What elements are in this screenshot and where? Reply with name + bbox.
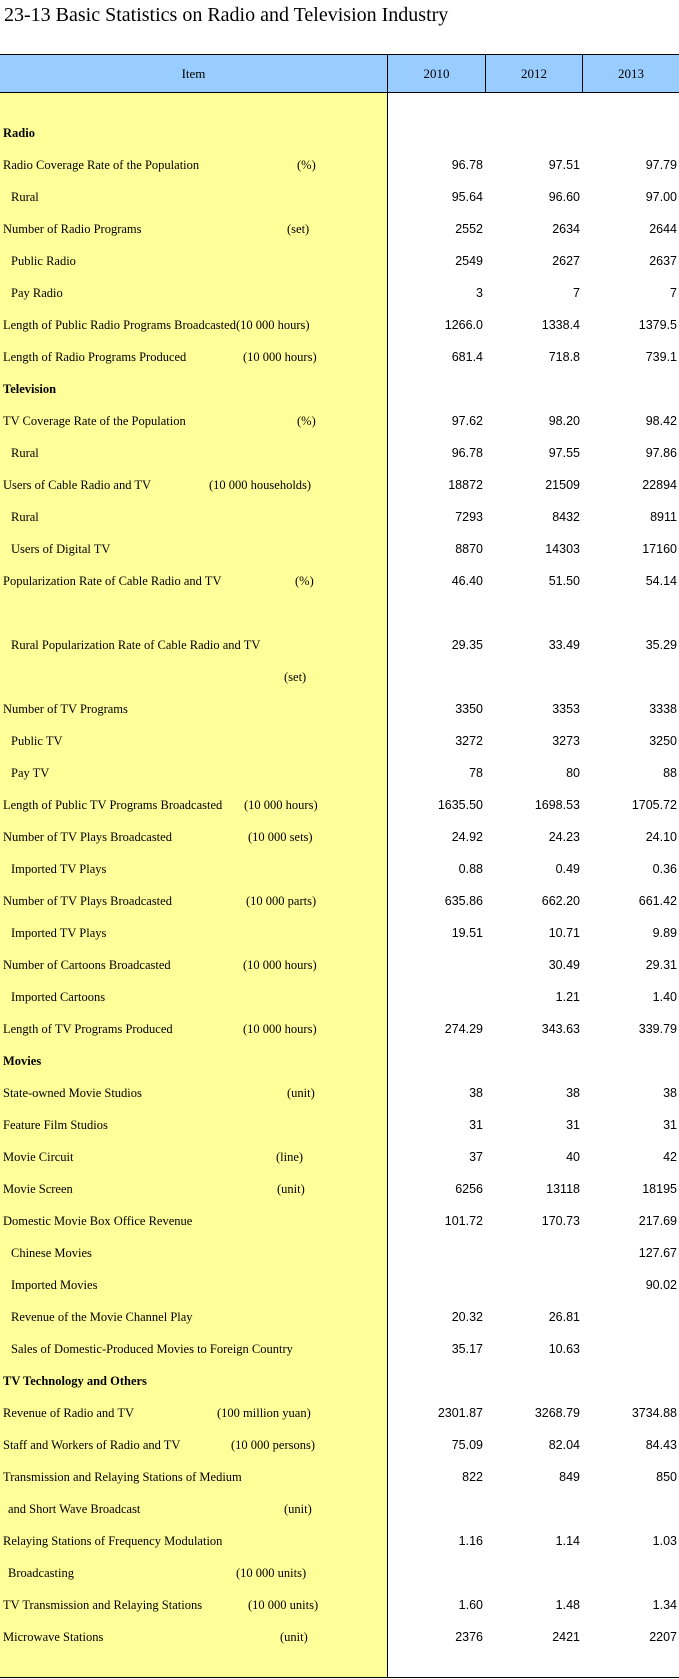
table-row <box>0 1494 679 1526</box>
row-value-2010: 24.92 <box>451 830 483 844</box>
row-value-2012: 2421 <box>552 1630 580 1644</box>
row-unit: (10 000 sets) <box>248 830 313 844</box>
row-value-2012: 21509 <box>545 478 580 492</box>
row-value-2010: 1.60 <box>458 1598 483 1612</box>
row-value-2013: 8911 <box>650 510 677 524</box>
row-value-2013: 217.69 <box>638 1214 677 1228</box>
row-label: Number of Cartoons Broadcasted <box>3 958 171 972</box>
row-label: Imported Movies <box>11 1278 98 1292</box>
row-value-2013: 97.86 <box>645 446 677 460</box>
header-year-2013: 2013 <box>618 66 644 81</box>
row-value-2010: 2552 <box>455 222 483 236</box>
row-value-2012: 3353 <box>552 702 580 716</box>
row-value-2013: 54.14 <box>645 574 677 588</box>
statistics-table <box>0 54 679 1644</box>
row-value-2012: 10.63 <box>548 1342 580 1356</box>
row-value-2010: 1266.0 <box>444 318 483 332</box>
row-value-2013: 0.36 <box>652 862 677 876</box>
table-row <box>0 406 679 438</box>
header-year-2012: 2012 <box>521 66 547 81</box>
page-title: 23-13 Basic Statistics on Radio and Television Industry <box>4 4 449 26</box>
row-unit: (%) <box>297 158 316 172</box>
row-label: Number of TV Plays Broadcasted <box>3 830 172 844</box>
row-value-2010: 78 <box>469 766 483 780</box>
table-row <box>0 1334 679 1366</box>
row-value-2010: 7293 <box>455 510 483 524</box>
row-label: Imported TV Plays <box>11 862 107 876</box>
row-value-2010: 35.17 <box>451 1342 483 1356</box>
table-header <box>0 54 679 93</box>
row-value-2010: 38 <box>469 1086 483 1100</box>
table-row <box>0 310 679 342</box>
row-label: Movies <box>3 1054 42 1068</box>
row-unit: (set) <box>287 222 310 236</box>
row-unit: (unit) <box>277 1182 305 1196</box>
row-value-2013: 31 <box>663 1118 677 1132</box>
table-row <box>0 598 679 662</box>
row-label: and Short Wave Broadcast <box>8 1502 141 1516</box>
row-value-2010: 29.35 <box>451 638 483 652</box>
table-row <box>0 1398 679 1430</box>
row-label: Radio Coverage Rate of the Population <box>3 158 200 172</box>
row-value-2013: 3734.88 <box>631 1406 677 1420</box>
table-row <box>0 1270 679 1302</box>
row-unit: (100 million yuan) <box>217 1406 311 1420</box>
table-row <box>0 438 679 470</box>
row-label: Domestic Movie Box Office Revenue <box>3 1214 193 1228</box>
row-value-2012: 97.55 <box>548 446 580 460</box>
row-value-2010: 37 <box>469 1150 483 1164</box>
row-label: Imported TV Plays <box>11 926 107 940</box>
table-row <box>0 1206 679 1238</box>
row-value-2012: 51.50 <box>548 574 580 588</box>
row-value-2010: 1.16 <box>458 1534 483 1548</box>
row-value-2010: 8870 <box>455 542 483 556</box>
table-row <box>0 1430 679 1462</box>
row-value-2010: 0.88 <box>458 862 483 876</box>
row-value-2012: 1698.53 <box>534 798 580 812</box>
row-value-2012: 343.63 <box>541 1022 580 1036</box>
row-unit: (%) <box>297 414 316 428</box>
row-unit: (10 000 units) <box>236 1566 307 1580</box>
row-value-2012: 1.48 <box>555 1598 580 1612</box>
row-value-2010: 97.62 <box>451 414 483 428</box>
table-row <box>0 374 679 406</box>
header-year-2010: 2010 <box>423 66 450 81</box>
table-row <box>0 214 679 246</box>
row-unit: (set) <box>284 670 307 684</box>
row-label: Rural <box>11 190 39 204</box>
row-value-2012: 1.21 <box>555 990 580 1004</box>
table-row <box>0 822 679 854</box>
row-value-2013: 9.89 <box>652 926 677 940</box>
row-value-2013: 339.79 <box>638 1022 677 1036</box>
row-label: Revenue of the Movie Channel Play <box>11 1310 193 1324</box>
row-value-2013: 97.79 <box>645 158 677 172</box>
row-value-2012: 2634 <box>552 222 580 236</box>
row-value-2012: 3268.79 <box>534 1406 580 1420</box>
row-label: Television <box>3 382 57 396</box>
table-row <box>0 1014 679 1046</box>
row-value-2010: 95.64 <box>451 190 483 204</box>
row-value-2010: 822 <box>462 1470 483 1484</box>
row-unit: (10 000 persons) <box>231 1438 316 1452</box>
row-value-2012: 97.51 <box>548 158 580 172</box>
row-value-2013: 88 <box>663 766 677 780</box>
row-value-2013: 739.1 <box>645 350 677 364</box>
table-row <box>0 1142 679 1174</box>
row-label: Imported Cartoons <box>11 990 106 1004</box>
row-value-2013: 2637 <box>649 254 677 268</box>
table-row <box>0 1238 679 1270</box>
row-value-2013: 98.42 <box>645 414 677 428</box>
row-label: Number of TV Plays Broadcasted <box>3 894 172 908</box>
row-value-2012: 8432 <box>552 510 580 524</box>
row-label: TV Coverage Rate of the Population <box>3 414 186 428</box>
row-value-2013: 7 <box>670 286 677 300</box>
row-value-2013: 2644 <box>649 222 677 236</box>
row-value-2013: 3338 <box>649 702 677 716</box>
table-row <box>0 502 679 534</box>
row-value-2013: 850 <box>656 1470 677 1484</box>
row-value-2010: 96.78 <box>451 446 483 460</box>
table-row <box>0 1526 679 1558</box>
row-value-2012: 26.81 <box>548 1310 580 1324</box>
row-unit: (unit) <box>287 1086 315 1100</box>
row-value-2012: 1338.4 <box>541 318 580 332</box>
row-value-2010: 681.4 <box>451 350 483 364</box>
row-value-2012: 3273 <box>552 734 580 748</box>
row-value-2010: 96.78 <box>451 158 483 172</box>
row-value-2013: 29.31 <box>645 958 677 972</box>
row-value-2012: 170.73 <box>541 1214 580 1228</box>
row-value-2012: 718.8 <box>548 350 580 364</box>
row-label: Users of Digital TV <box>11 542 111 556</box>
table-row <box>0 1046 679 1078</box>
row-label: Length of Radio Programs Produced <box>3 350 187 364</box>
row-label: Sales of Domestic-Produced Movies to Foreign Country <box>11 1342 293 1356</box>
row-label: Transmission and Relaying Stations of Medium <box>3 1470 242 1484</box>
row-value-2010: 31 <box>469 1118 483 1132</box>
row-value-2010: 46.40 <box>451 574 483 588</box>
row-label: Rural <box>11 510 39 524</box>
row-value-2013: 3250 <box>649 734 677 748</box>
row-value-2013: 35.29 <box>645 638 677 652</box>
row-value-2013: 1.03 <box>652 1534 677 1548</box>
row-value-2013: 1.40 <box>652 990 677 1004</box>
row-label: Public TV <box>11 734 63 748</box>
table-row <box>0 1174 679 1206</box>
row-value-2012: 849 <box>559 1470 580 1484</box>
table-row <box>0 726 679 758</box>
table-row <box>0 854 679 886</box>
row-value-2013: 1705.72 <box>631 798 677 812</box>
table-row <box>0 662 679 726</box>
table-row <box>0 1366 679 1398</box>
table-row <box>0 246 679 278</box>
row-value-2013: 24.10 <box>645 830 677 844</box>
row-value-2012: 10.71 <box>548 926 580 940</box>
row-unit: (10 000 hours) <box>244 798 318 812</box>
row-unit: (%) <box>295 574 314 588</box>
row-label: Chinese Movies <box>11 1246 92 1260</box>
table-row <box>0 1078 679 1110</box>
table-bottom-border <box>0 1677 679 1678</box>
row-label: Rural Popularization Rate of Cable Radio and TV <box>11 638 261 652</box>
row-value-2010: 20.32 <box>451 1310 483 1324</box>
table-row <box>0 470 679 502</box>
table-row <box>0 950 679 982</box>
table-row <box>0 1590 679 1622</box>
row-label: Length of Public Radio Programs Broadcasted(10 000 hours) <box>3 318 310 332</box>
row-value-2012: 82.04 <box>548 1438 580 1452</box>
row-label: Feature Film Studios <box>3 1118 108 1132</box>
row-value-2010: 19.51 <box>451 926 483 940</box>
row-value-2010: 1635.50 <box>437 798 483 812</box>
row-label: Users of Cable Radio and TV <box>3 478 152 492</box>
row-label: TV Technology and Others <box>3 1374 147 1388</box>
row-value-2010: 2549 <box>455 254 483 268</box>
table-row <box>0 1302 679 1334</box>
row-value-2012: 96.60 <box>548 190 580 204</box>
row-value-2012: 30.49 <box>548 958 580 972</box>
row-unit: (10 000 hours) <box>243 1022 317 1036</box>
row-value-2012: 1.14 <box>555 1534 580 1548</box>
row-value-2010: 635.86 <box>444 894 483 908</box>
row-value-2013: 42 <box>663 1150 677 1164</box>
row-label: Rural <box>11 446 39 460</box>
table-row <box>0 278 679 310</box>
row-value-2012: 2627 <box>552 254 580 268</box>
row-unit: (10 000 households) <box>209 478 312 492</box>
row-label: TV Transmission and Relaying Stations <box>3 1598 203 1612</box>
row-value-2013: 2207 <box>649 1630 677 1644</box>
row-value-2010: 6256 <box>455 1182 483 1196</box>
row-value-2010: 2301.87 <box>437 1406 483 1420</box>
row-value-2013: 84.43 <box>645 1438 677 1452</box>
row-value-2012: 80 <box>566 766 580 780</box>
row-label: Number of TV Programs <box>3 702 128 716</box>
row-label: Broadcasting <box>8 1566 74 1580</box>
row-value-2012: 13118 <box>546 1182 580 1196</box>
table-row <box>0 1622 679 1654</box>
row-unit: (10 000 hours) <box>243 958 317 972</box>
table-row <box>0 918 679 950</box>
row-value-2012: 662.20 <box>541 894 580 908</box>
row-label: Revenue of Radio and TV <box>3 1406 134 1420</box>
header-item: Item <box>181 66 206 81</box>
table-row <box>0 566 679 598</box>
row-value-2013: 38 <box>663 1086 677 1100</box>
row-label: Number of Radio Programs <box>3 222 142 236</box>
row-value-2013: 1.34 <box>652 1598 677 1612</box>
row-unit: (line) <box>276 1150 304 1164</box>
table-row <box>0 1558 679 1590</box>
row-label: Length of TV Programs Produced <box>3 1022 173 1036</box>
row-unit: (unit) <box>280 1630 308 1644</box>
row-value-2010: 101.72 <box>444 1214 483 1228</box>
row-value-2013: 22894 <box>642 478 677 492</box>
row-unit: (10 000 hours) <box>243 350 317 364</box>
table-row <box>0 118 679 150</box>
table-row <box>0 790 679 822</box>
row-value-2013: 1379.5 <box>638 318 677 332</box>
row-value-2012: 24.23 <box>548 830 580 844</box>
row-value-2012: 38 <box>566 1086 580 1100</box>
table-row <box>0 886 679 918</box>
row-value-2010: 3 <box>476 286 483 300</box>
table-body <box>0 118 679 1654</box>
row-value-2010: 274.29 <box>444 1022 483 1036</box>
row-label: State-owned Movie Studios <box>3 1086 142 1100</box>
row-value-2012: 14303 <box>545 542 580 556</box>
row-value-2010: 3272 <box>455 734 483 748</box>
table-row <box>0 758 679 790</box>
row-value-2012: 98.20 <box>548 414 580 428</box>
table-row <box>0 342 679 374</box>
row-label: Radio <box>3 126 35 140</box>
table-row <box>0 982 679 1014</box>
table-row <box>0 534 679 566</box>
row-unit: (10 000 units) <box>248 1598 319 1612</box>
row-value-2013: 17160 <box>642 542 677 556</box>
row-value-2013: 18195 <box>642 1182 677 1196</box>
row-label: Staff and Workers of Radio and TV <box>3 1438 181 1452</box>
row-label: Pay TV <box>11 766 50 780</box>
row-value-2012: 40 <box>566 1150 580 1164</box>
row-value-2012: 33.49 <box>548 638 580 652</box>
row-label: Movie Screen <box>3 1182 73 1196</box>
row-label: Microwave Stations <box>3 1630 104 1644</box>
table-row <box>0 182 679 214</box>
row-unit: (unit) <box>284 1502 312 1516</box>
table-row <box>0 1110 679 1142</box>
row-value-2013: 127.67 <box>638 1246 677 1260</box>
row-unit: (10 000 parts) <box>246 894 317 908</box>
row-value-2013: 661.42 <box>638 894 677 908</box>
row-value-2010: 3350 <box>455 702 483 716</box>
table-row <box>0 150 679 182</box>
table-row <box>0 1462 679 1494</box>
row-label: Pay Radio <box>11 286 63 300</box>
row-label: Length of Public TV Programs Broadcasted <box>3 798 223 812</box>
row-value-2013: 97.00 <box>645 190 677 204</box>
row-value-2012: 0.49 <box>555 862 580 876</box>
row-label: Movie Circuit <box>3 1150 74 1164</box>
row-value-2012: 7 <box>573 286 580 300</box>
row-label: Public Radio <box>11 254 76 268</box>
row-label: Popularization Rate of Cable Radio and TV <box>3 574 222 588</box>
row-value-2013: 90.02 <box>645 1278 677 1292</box>
row-value-2010: 2376 <box>455 1630 483 1644</box>
row-value-2012: 31 <box>566 1118 580 1132</box>
row-label: Relaying Stations of Frequency Modulation <box>3 1534 223 1548</box>
row-value-2010: 75.09 <box>451 1438 483 1452</box>
row-value-2010: 18872 <box>448 478 483 492</box>
